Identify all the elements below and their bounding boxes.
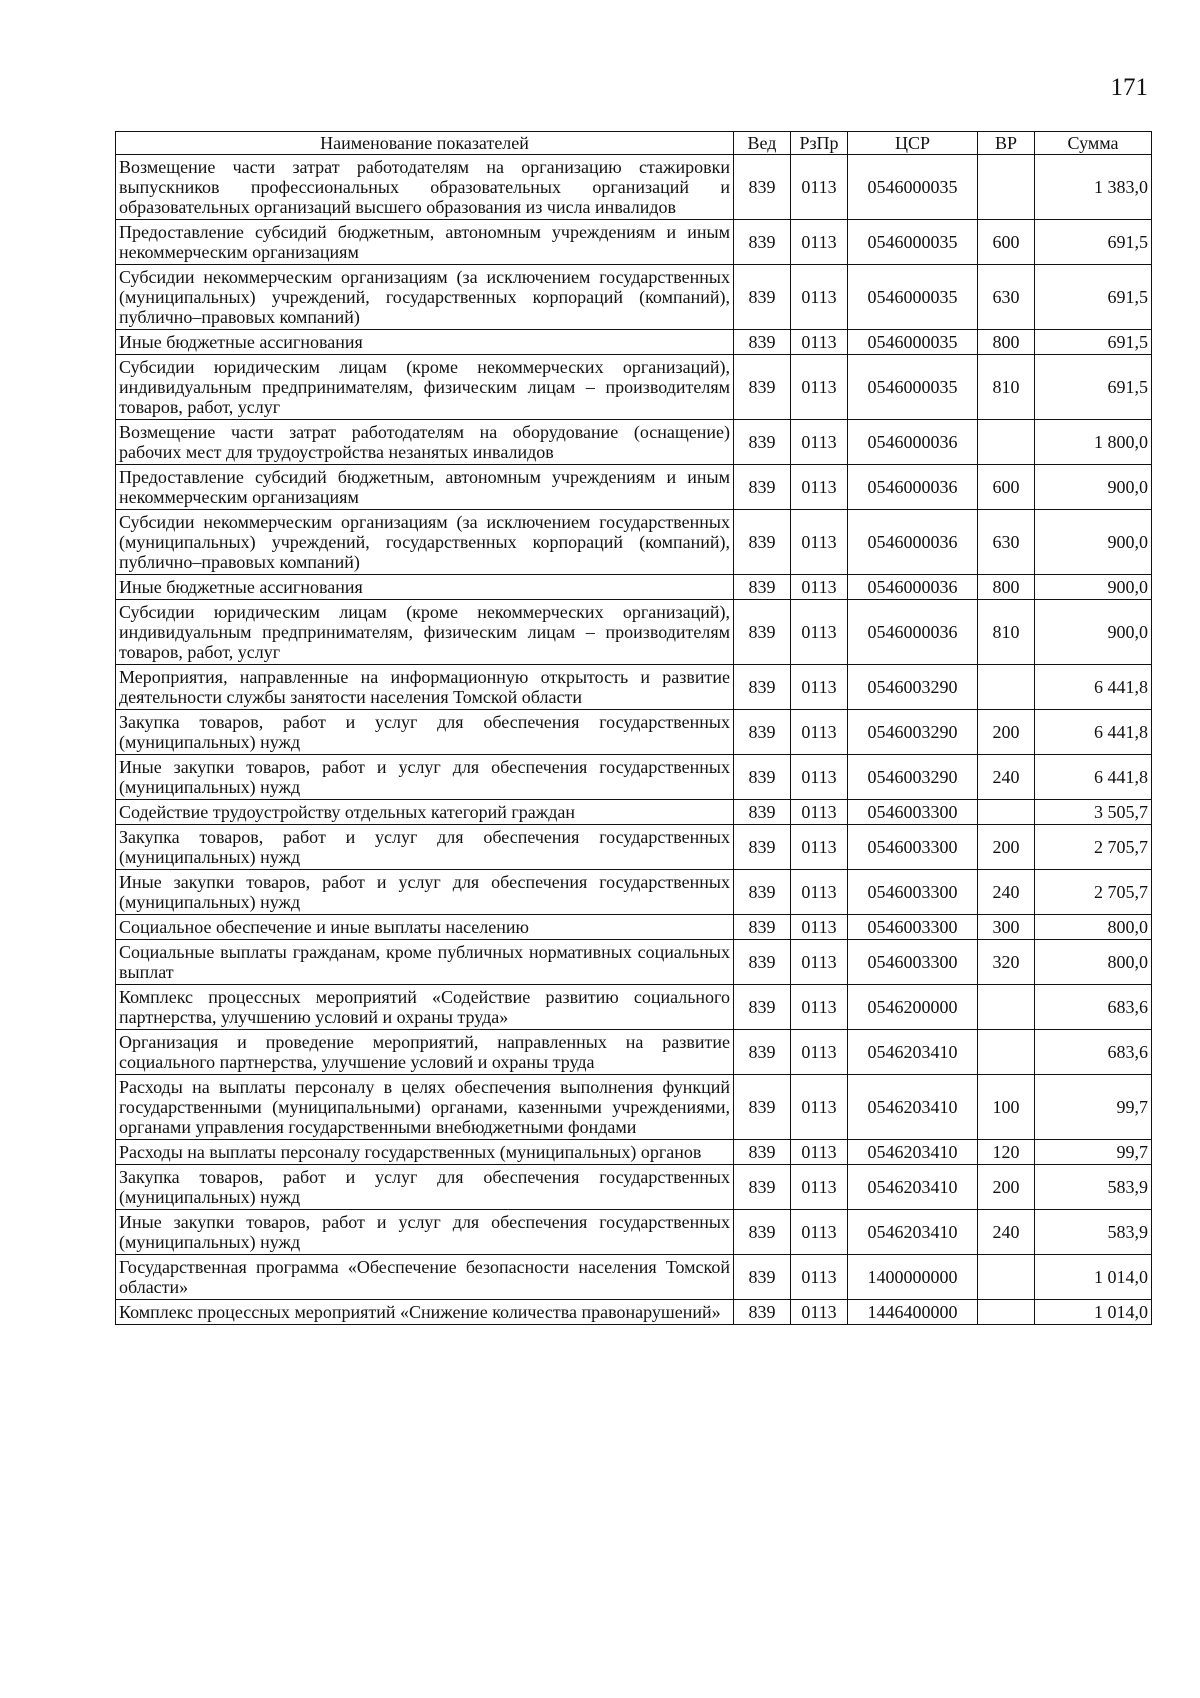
table-row [116,825,1152,870]
table-row [116,800,1152,825]
table-row [116,265,1152,330]
cell-csr: 1400000000 [848,1255,978,1300]
cell-rzpr: 0113 [791,755,848,800]
cell-vr [978,800,1035,825]
cell-vr [978,420,1035,465]
cell-sum: 583,9 [1035,1210,1152,1255]
cell-csr: 0546003290 [848,710,978,755]
cell-ved: 839 [734,510,791,575]
header-name: Наименование показателей [116,132,734,155]
cell-rzpr: 0113 [791,1140,848,1165]
cell-sum: 691,5 [1035,330,1152,355]
cell-sum: 691,5 [1035,355,1152,420]
cell-csr: 0546003300 [848,870,978,915]
cell-ved: 839 [734,870,791,915]
cell-sum: 99,7 [1035,1075,1152,1140]
cell-name: Комплекс процессных мероприятий «Снижение количества правонарушений» [116,1300,734,1325]
cell-vr [978,1030,1035,1075]
cell-name: Субсидии некоммерческим организациям (за исключением государственных (муниципальных) учреждений, государственных корпораций (компаний), публично–правовых компаний) [116,510,734,575]
cell-rzpr: 0113 [791,155,848,220]
table-row [116,985,1152,1030]
table-row [116,465,1152,510]
cell-csr: 0546003290 [848,665,978,710]
cell-csr: 0546003300 [848,940,978,985]
cell-ved: 839 [734,1030,791,1075]
cell-vr [978,985,1035,1030]
cell-ved: 839 [734,755,791,800]
cell-csr: 1446400000 [848,1300,978,1325]
header-rzpr: РзПр [791,132,848,155]
cell-rzpr: 0113 [791,265,848,330]
cell-name: Иные закупки товаров, работ и услуг для обеспечения государственных (муниципальных) нужд [116,755,734,800]
cell-rzpr: 0113 [791,1300,848,1325]
table-row [116,600,1152,665]
table-row [116,220,1152,265]
header-csr: ЦСР [848,132,978,155]
header-ved: Вед [734,132,791,155]
cell-name: Организация и проведение мероприятий, направленных на развитие социального партнерства, улучшение условий и охраны труда [116,1030,734,1075]
header-vr: ВР [978,132,1035,155]
cell-sum: 6 441,8 [1035,755,1152,800]
cell-ved: 839 [734,600,791,665]
cell-rzpr: 0113 [791,510,848,575]
cell-ved: 839 [734,575,791,600]
table-row [116,755,1152,800]
table-header-row [116,132,1152,155]
cell-rzpr: 0113 [791,915,848,940]
table-row [116,870,1152,915]
cell-vr [978,1300,1035,1325]
cell-rzpr: 0113 [791,985,848,1030]
cell-name: Иные закупки товаров, работ и услуг для обеспечения государственных (муниципальных) нужд [116,1210,734,1255]
cell-vr: 120 [978,1140,1035,1165]
cell-name: Мероприятия, направленные на информационную открытость и развитие деятельности службы занятости населения Томской области [116,665,734,710]
cell-sum: 683,6 [1035,1030,1152,1075]
table-row [116,1165,1152,1210]
cell-rzpr: 0113 [791,1030,848,1075]
cell-rzpr: 0113 [791,940,848,985]
cell-csr: 0546000035 [848,220,978,265]
cell-rzpr: 0113 [791,420,848,465]
header-sum: Сумма [1035,132,1152,155]
cell-rzpr: 0113 [791,870,848,915]
cell-vr: 600 [978,220,1035,265]
table-row [116,330,1152,355]
cell-ved: 839 [734,420,791,465]
cell-csr: 0546003300 [848,915,978,940]
table-row [116,155,1152,220]
table-row [116,915,1152,940]
cell-sum: 900,0 [1035,465,1152,510]
cell-sum: 99,7 [1035,1140,1152,1165]
cell-sum: 800,0 [1035,940,1152,985]
cell-csr: 0546203410 [848,1075,978,1140]
cell-csr: 0546003300 [848,825,978,870]
cell-rzpr: 0113 [791,710,848,755]
cell-csr: 0546203410 [848,1165,978,1210]
cell-name: Социальное обеспечение и иные выплаты населению [116,915,734,940]
cell-name: Социальные выплаты гражданам, кроме публичных нормативных социальных выплат [116,940,734,985]
cell-csr: 0546203410 [848,1210,978,1255]
cell-sum: 1 014,0 [1035,1300,1152,1325]
cell-vr: 200 [978,825,1035,870]
table-row [116,1030,1152,1075]
cell-rzpr: 0113 [791,575,848,600]
cell-sum: 900,0 [1035,510,1152,575]
cell-name: Иные бюджетные ассигнования [116,575,734,600]
cell-name: Возмещение части затрат работодателям на организацию стажировки выпускников профессиональных образовательных организаций и образовательных организаций высшего образования из числа инвалидов [116,155,734,220]
cell-rzpr: 0113 [791,665,848,710]
cell-ved: 839 [734,1210,791,1255]
cell-rzpr: 0113 [791,800,848,825]
cell-rzpr: 0113 [791,220,848,265]
cell-rzpr: 0113 [791,355,848,420]
cell-ved: 839 [734,985,791,1030]
cell-sum: 583,9 [1035,1165,1152,1210]
cell-sum: 3 505,7 [1035,800,1152,825]
cell-vr: 200 [978,1165,1035,1210]
cell-vr: 300 [978,915,1035,940]
cell-csr: 0546000036 [848,420,978,465]
cell-ved: 839 [734,220,791,265]
cell-csr: 0546000036 [848,575,978,600]
cell-csr: 0546000036 [848,465,978,510]
cell-sum: 1 014,0 [1035,1255,1152,1300]
cell-csr: 0546200000 [848,985,978,1030]
cell-rzpr: 0113 [791,465,848,510]
table-row [116,710,1152,755]
table-row [116,1140,1152,1165]
table-body [116,155,1152,1325]
cell-ved: 839 [734,355,791,420]
cell-ved: 839 [734,1075,791,1140]
cell-sum: 683,6 [1035,985,1152,1030]
cell-csr: 0546003290 [848,755,978,800]
table-row [116,665,1152,710]
cell-sum: 2 705,7 [1035,870,1152,915]
budget-table [115,131,1152,1325]
cell-vr [978,665,1035,710]
cell-vr [978,155,1035,220]
cell-name: Содействие трудоустройству отдельных категорий граждан [116,800,734,825]
cell-vr: 630 [978,265,1035,330]
cell-name: Комплекс процессных мероприятий «Содействие развитию социального партнерства, улучшению условий и охраны труда» [116,985,734,1030]
cell-rzpr: 0113 [791,330,848,355]
cell-name: Иные бюджетные ассигнования [116,330,734,355]
cell-rzpr: 0113 [791,600,848,665]
table-row [116,1210,1152,1255]
cell-vr: 800 [978,575,1035,600]
cell-name: Иные закупки товаров, работ и услуг для обеспечения государственных (муниципальных) нужд [116,870,734,915]
cell-sum: 691,5 [1035,220,1152,265]
cell-vr: 320 [978,940,1035,985]
cell-ved: 839 [734,1165,791,1210]
cell-vr: 810 [978,355,1035,420]
table-row [116,510,1152,575]
cell-vr: 630 [978,510,1035,575]
cell-rzpr: 0113 [791,1255,848,1300]
cell-name: Субсидии некоммерческим организациям (за исключением государственных (муниципальных) учреждений, государственных корпораций (компаний), публично–правовых компаний) [116,265,734,330]
cell-rzpr: 0113 [791,825,848,870]
cell-ved: 839 [734,915,791,940]
cell-name: Предоставление субсидий бюджетным, автономным учреждениям и иным некоммерческим организациям [116,220,734,265]
cell-name: Субсидии юридическим лицам (кроме некоммерческих организаций), индивидуальным предпринимателям, физическим лицам – производителям товаров, работ, услуг [116,600,734,665]
table-row [116,355,1152,420]
table-row [116,940,1152,985]
cell-ved: 839 [734,465,791,510]
cell-vr: 240 [978,755,1035,800]
cell-name: Закупка товаров, работ и услуг для обеспечения государственных (муниципальных) нужд [116,710,734,755]
cell-vr: 240 [978,870,1035,915]
cell-vr: 240 [978,1210,1035,1255]
cell-ved: 839 [734,665,791,710]
cell-ved: 839 [734,265,791,330]
cell-vr: 200 [978,710,1035,755]
cell-sum: 900,0 [1035,575,1152,600]
cell-name: Закупка товаров, работ и услуг для обеспечения государственных (муниципальных) нужд [116,825,734,870]
cell-sum: 1 800,0 [1035,420,1152,465]
cell-csr: 0546000036 [848,600,978,665]
cell-name: Государственная программа «Обеспечение безопасности населения Томской области» [116,1255,734,1300]
cell-vr: 810 [978,600,1035,665]
cell-csr: 0546003300 [848,800,978,825]
cell-name: Предоставление субсидий бюджетным, автономным учреждениям и иным некоммерческим организациям [116,465,734,510]
cell-csr: 0546000035 [848,355,978,420]
cell-csr: 0546000035 [848,265,978,330]
cell-sum: 6 441,8 [1035,665,1152,710]
cell-csr: 0546000035 [848,155,978,220]
cell-ved: 839 [734,1255,791,1300]
cell-rzpr: 0113 [791,1165,848,1210]
cell-ved: 839 [734,1300,791,1325]
table-row [116,1300,1152,1325]
cell-ved: 839 [734,800,791,825]
cell-sum: 691,5 [1035,265,1152,330]
cell-ved: 839 [734,155,791,220]
cell-ved: 839 [734,825,791,870]
cell-csr: 0546000035 [848,330,978,355]
cell-name: Расходы на выплаты персоналу в целях обеспечения выполнения функций государственными (муниципальными) органами, казенными учреждениями, органами управления государственными внебюджетными фондами [116,1075,734,1140]
cell-ved: 839 [734,1140,791,1165]
cell-sum: 900,0 [1035,600,1152,665]
cell-name: Закупка товаров, работ и услуг для обеспечения государственных (муниципальных) нужд [116,1165,734,1210]
cell-ved: 839 [734,330,791,355]
cell-name: Расходы на выплаты персоналу государственных (муниципальных) органов [116,1140,734,1165]
cell-ved: 839 [734,710,791,755]
table-row [116,1255,1152,1300]
cell-csr: 0546000036 [848,510,978,575]
table-row [116,420,1152,465]
cell-csr: 0546203410 [848,1030,978,1075]
cell-rzpr: 0113 [791,1075,848,1140]
table-row [116,1075,1152,1140]
cell-vr: 600 [978,465,1035,510]
cell-name: Возмещение части затрат работодателям на оборудование (оснащение) рабочих мест для трудоустройства незанятых инвалидов [116,420,734,465]
cell-rzpr: 0113 [791,1210,848,1255]
cell-sum: 6 441,8 [1035,710,1152,755]
cell-ved: 839 [734,940,791,985]
table-row [116,575,1152,600]
cell-name: Субсидии юридическим лицам (кроме некоммерческих организаций), индивидуальным предпринимателям, физическим лицам – производителям товаров, работ, услуг [116,355,734,420]
cell-vr: 100 [978,1075,1035,1140]
page-number: 171 [1110,74,1148,101]
cell-csr: 0546203410 [848,1140,978,1165]
cell-sum: 1 383,0 [1035,155,1152,220]
cell-vr: 800 [978,330,1035,355]
cell-sum: 2 705,7 [1035,825,1152,870]
cell-sum: 800,0 [1035,915,1152,940]
cell-vr [978,1255,1035,1300]
